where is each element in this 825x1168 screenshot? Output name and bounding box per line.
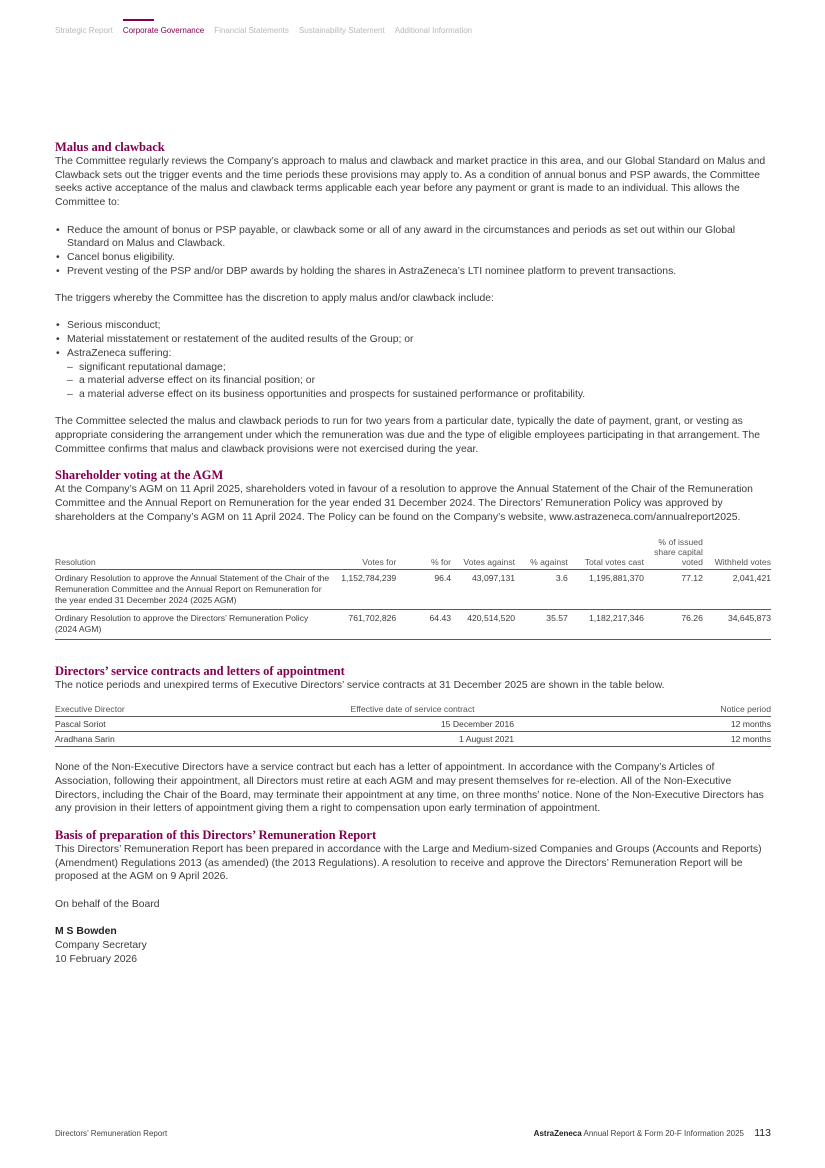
list-item: – a material adverse effect on its business opportunities and prospects for sustained performance or profitability.: [67, 388, 771, 402]
column-header: Notice period: [720, 704, 771, 715]
table-row: [55, 569, 771, 610]
signatory-title: Company Secretary: [55, 939, 147, 951]
footer-brand: AstraZeneca: [533, 1129, 582, 1138]
basis-text: This Directors’ Remuneration Report has been prepared in accordance with the Large and Medium-sized Companies and Groups (Accounts and Reports) (Amendment) Regulations 2013 (as amended) (the 2013 Regulations). A resolution to receive and approve the Directors’ Remuneration Report will be proposed at the AGM on 9 April 2026.: [55, 844, 762, 883]
contracts-heading: Directors’ service contracts and letters of appointment: [55, 663, 345, 678]
tab-additional-information[interactable]: Additional Information: [394, 26, 473, 35]
tab-sustainability-statement[interactable]: Sustainability Statement: [298, 26, 385, 35]
column-header: Executive Director: [55, 704, 125, 715]
tab-financial-statements[interactable]: Financial Statements: [214, 26, 289, 35]
pct-capital-cell: 76.26: [681, 613, 703, 624]
malus-closing: The Committee selected the malus and clawback periods to run for two years from a particular date, typically the date of payment, grant, or vesting as appropriate considering the arrangement under which the remuneration was due and the type of eligible employees participating in that arrangement. The Committee confirms that malus and clawback provisions were not exercised during the year.: [55, 416, 761, 455]
withheld-cell: 2,041,421: [732, 572, 771, 583]
column-header: Votes against: [463, 556, 516, 567]
list-item-text: AstraZeneca suffering:: [67, 347, 172, 359]
votes-for-cell: 761,702,826: [348, 613, 397, 624]
director-name: Aradhana Sarin: [55, 734, 115, 745]
notice-period: 12 months: [730, 719, 771, 730]
voting-table: [55, 537, 771, 640]
malus-intro: The Committee regularly reviews the Company’s approach to malus and clawback and market practice in this area, and our Global Standard on Malus and Clawback sets out the trigger events and the time periods these provisions may apply to. As a condition of annual bonus and PSP awards, the Committee seeks active acceptance of the malus and clawback terms applicable each year before any payment or grant is made to an individual. This allows the Committee to:: [55, 156, 766, 209]
voting-section: [55, 468, 771, 639]
signatory-name: M S Bowden: [55, 926, 117, 938]
column-header: Withheld votes: [714, 556, 771, 567]
malus-section: [55, 140, 771, 456]
section-nav: [55, 20, 472, 40]
list-item: • Reduce the amount of bonus or PSP payable, or clawback some or all of any award in the circumstances and periods as set out within our Global Standard on Malus and Clawback.: [55, 224, 771, 251]
tab-strategic-report[interactable]: Strategic Report: [55, 26, 113, 35]
list-item: • Material misstatement or restatement of the audited results of the Group; or: [55, 333, 771, 347]
triggers-list: [55, 319, 771, 401]
list-item: – a material adverse effect on its financial position; or: [67, 374, 771, 388]
resolution-cell: Ordinary Resolution to approve the Annual Statement of the Chair of the Remuneration Committee and the Annual Report on Remuneration for the year ended 31 December 2024 (2025 AGM): [55, 572, 330, 605]
column-header: Effective date of service contract: [350, 704, 475, 715]
column-header: Total votes cast: [584, 556, 644, 567]
footer-publication: [534, 1127, 771, 1139]
list-item: [55, 347, 771, 402]
basis-heading: Basis of preparation of this Directors’ Remuneration Report: [55, 828, 377, 843]
pct-for-cell: 96.4: [434, 572, 452, 583]
column-header: Votes for: [362, 556, 397, 567]
pct-capital-cell: 77.12: [681, 572, 703, 583]
report-content: [55, 140, 771, 966]
votes-for-cell: 1,152,784,239: [341, 572, 397, 583]
triggers-intro: The triggers whereby the Committee has the discretion to apply malus and/or clawback include:: [55, 293, 494, 304]
column-header: % for: [430, 556, 452, 567]
director-name: Pascal Soriot: [55, 719, 106, 730]
contracts-intro: The notice periods and unexpired terms of Executive Directors’ service contracts at 31 December 2025 are shown in the table below.: [55, 679, 665, 691]
total-votes-cell: 1,195,881,370: [589, 572, 644, 583]
resolution-cell: Ordinary Resolution to approve the Directors’ Remuneration Policy (2024 AGM): [55, 613, 309, 635]
pct-for-cell: 64.43: [429, 613, 452, 624]
list-item: – significant reputational damage;: [67, 361, 771, 375]
list-item: • Cancel bonus eligibility.: [55, 251, 771, 265]
withheld-cell: 34,645,873: [727, 613, 771, 624]
list-item: • Prevent vesting of the PSP and/or DBP awards by holding the shares in AstraZeneca’s LTI nominee platform to prevent transactions.: [55, 265, 771, 279]
footer-section-title: Directors’ Remuneration Report: [55, 1129, 168, 1138]
table-header-row: [55, 704, 771, 717]
basis-section: [55, 828, 771, 884]
column-header: Resolution: [55, 556, 96, 567]
contracts-section: [55, 664, 771, 817]
sub-triggers-list: [67, 361, 771, 402]
table-row: [55, 610, 771, 639]
list-item: • Serious misconduct;: [55, 319, 771, 333]
on-behalf-text: On behalf of the Board: [55, 898, 160, 910]
tab-corporate-governance[interactable]: Corporate Governance: [123, 20, 204, 40]
contract-date: 1 August 2021: [459, 734, 514, 745]
column-header: % of issued share capital voted: [654, 536, 703, 567]
malus-actions-list: [55, 224, 771, 279]
voting-heading: Shareholder voting at the AGM: [55, 468, 224, 483]
footer-publication-title: Annual Report & Form 20-F Information 2025: [583, 1129, 745, 1138]
table-row: [55, 717, 771, 732]
table-header-row: [55, 537, 771, 570]
total-votes-cell: 1,182,217,346: [589, 613, 644, 624]
contracts-text: None of the Non-Executive Directors have a service contract but each has a letter of appointment. In accordance with the Company’s Articles of Association, following their appointment, all Directors must retire at each AGM and may present themselves for re-election. All of the Non-Executive Directors, including the Chair of the Board, may terminate their appointment at any time, on three months’ notice. None of the Non-Executive Directors has any provision in their letters of appointment giving them a right to compensation upon early termination of appointment.: [55, 762, 764, 815]
page-number: 113: [754, 1127, 771, 1139]
pct-against-cell: 3.6: [555, 572, 568, 583]
signoff-date: 10 February 2026: [55, 953, 138, 965]
votes-against-cell: 420,514,520: [467, 613, 516, 624]
signoff-block: [55, 898, 771, 967]
column-header: % against: [530, 556, 568, 567]
voting-text: At the Company’s AGM on 11 April 2025, shareholders voted in favour of a resolution to approve the Annual Statement of the Chair of the Remuneration Committee and the Annual Report on Remuneration for the year ended 31 December 2024. The Directors’ Remuneration Policy was approved by shareholders at the Company’s AGM on 11 April 2024. The Policy can be found on the Company’s website, www.astrazeneca.com/annualreport2025.: [55, 484, 753, 523]
notice-period: 12 months: [730, 734, 771, 745]
votes-against-cell: 43,097,131: [472, 572, 516, 583]
pct-against-cell: 35.57: [546, 613, 568, 624]
contract-date: 15 December 2016: [440, 719, 514, 730]
malus-heading: Malus and clawback: [55, 140, 165, 154]
table-row: [55, 732, 771, 747]
service-contracts-table: [55, 704, 771, 747]
